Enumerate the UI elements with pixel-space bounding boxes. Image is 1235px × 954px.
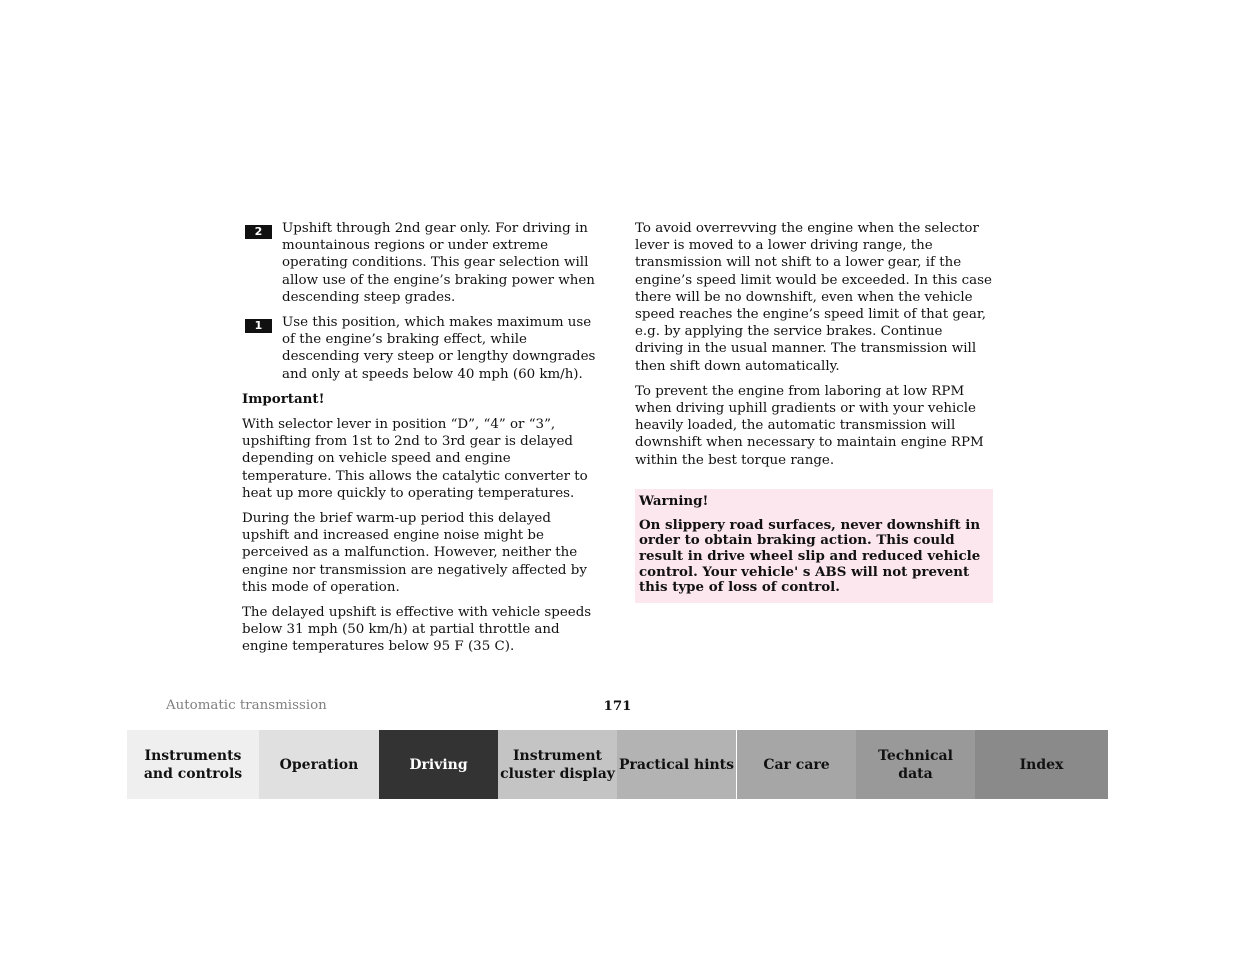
- warning-title: Warning!: [639, 492, 709, 509]
- right-column: [635, 220, 993, 603]
- paragraph: With selector lever in position “D”, “4” or “3”, upshifting from 1st to 2nd to 3rd gear is delayed depending on vehicle speed and engine temperature. This allows the catalytic converter to heat up more quickly to operating temperatures.: [242, 417, 588, 501]
- paragraph: To avoid overrevving the engine when the selector lever is moved to a lower driving range, the transmission will not shift to a lower gear, if the engine’s speed limit would be exceeded. In this case there will be no downshift, even when the vehicle speed reaches the engine’s speed limit of that gear, e.g. by applying the service brakes. Continue driving in the usual manner. The transmission will then shift down automatically.: [635, 221, 992, 374]
- list-item: [242, 220, 602, 306]
- section-title: Automatic transmission: [166, 698, 327, 713]
- tab-operation[interactable]: Operation: [259, 730, 379, 799]
- tab-instrument-cluster-display[interactable]: Instrument cluster display: [498, 730, 617, 799]
- chapter-nav: [127, 730, 1108, 799]
- gear-badge: 1: [245, 319, 272, 333]
- list-item-text: Upshift through 2nd gear only. For driving in mountainous regions or under extreme operating conditions. This gear selection will allow use of the engine’s braking power when descending steep grades.: [282, 221, 595, 305]
- warning-text: On slippery road surfaces, never downshift in order to obtain braking action. This could result in drive wheel slip and reduced vehicle control. Your vehicle' s ABS will not prevent this type of loss of control.: [639, 516, 981, 596]
- tab-index[interactable]: Index: [975, 730, 1108, 799]
- paragraph: During the brief warm-up period this delayed upshift and increased engine noise might be perceived as a malfunction. However, neither the engine nor transmission are negatively affected by this mode of operation.: [242, 511, 587, 595]
- tab-practical-hints[interactable]: Practical hints: [617, 730, 737, 799]
- gear-badge: 2: [245, 225, 272, 239]
- paragraph: To prevent the engine from laboring at low RPM when driving uphill gradients or with your vehicle heavily loaded, the automatic transmission will downshift when necessary to maintain engine RPM within the best torque range.: [635, 383, 984, 468]
- list-item-text: Use this position, which makes maximum use of the engine’s braking effect, while descending very steep or lengthy downgrades and only at speeds below 40 mph (60 km/h).: [282, 315, 596, 382]
- page-number: 171: [603, 698, 632, 714]
- warning-box: [635, 489, 993, 603]
- paragraph: The delayed upshift is effective with vehicle speeds below 31 mph (50 km/h) at partial throttle and engine temperatures below 95 F (35 C).: [242, 605, 592, 655]
- tab-driving[interactable]: Driving: [379, 730, 498, 799]
- tab-instruments-and-controls[interactable]: Instruments and controls: [127, 730, 259, 799]
- tab-car-care[interactable]: Car care: [737, 730, 856, 799]
- important-heading: Important!: [242, 390, 325, 407]
- list-item: [242, 314, 602, 383]
- tab-technical-data[interactable]: Technical data: [856, 730, 975, 799]
- left-column: [242, 220, 602, 664]
